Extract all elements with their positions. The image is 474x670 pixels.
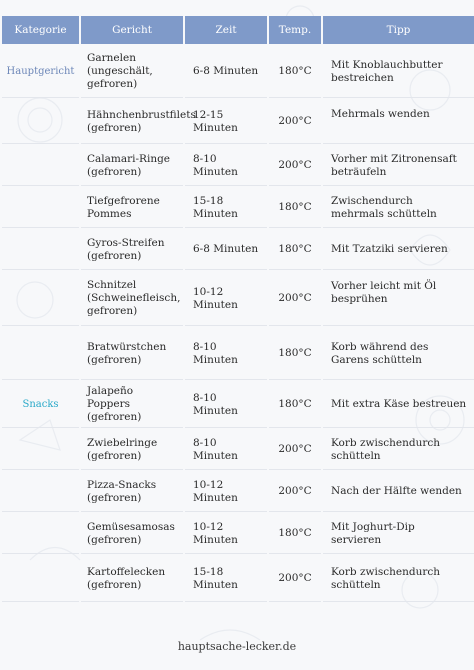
table-row [2, 100, 474, 144]
cell-temp: 200°C [269, 146, 321, 186]
cell-zeit: 10-12 Minuten [185, 514, 267, 554]
table-row [2, 188, 474, 228]
cell-kategorie [2, 556, 79, 602]
cell-zeit: 8-10 Minuten [185, 382, 267, 428]
cell-gericht: Bratwürstchen (gefroren) [81, 328, 183, 380]
table-row [2, 46, 474, 98]
cell-temp: 200°C [269, 430, 321, 470]
cell-tipp: Korb während des Garens schütteln [323, 328, 474, 380]
cooking-times-table [0, 14, 474, 604]
category-label-hauptgericht: Hauptgericht [6, 66, 75, 77]
table-row [2, 328, 474, 380]
header-gericht: Gericht [81, 16, 183, 44]
cell-temp: 200°C [269, 472, 321, 512]
cell-zeit: 6-8 Minuten [185, 46, 267, 98]
table-header-row [2, 16, 474, 44]
cell-zeit: 10-12 Minuten [185, 472, 267, 512]
cell-tipp: Korb zwischendurch schütteln [323, 556, 474, 602]
cell-kategorie [2, 100, 79, 144]
cell-zeit: 8-10 Minuten [185, 146, 267, 186]
cell-temp: 180°C [269, 514, 321, 554]
cell-temp: 180°C [269, 382, 321, 428]
cell-temp: 180°C [269, 328, 321, 380]
cell-temp: 180°C [269, 230, 321, 270]
header-temp: Temp. [269, 16, 321, 44]
cell-zeit: 15-18 Minuten [185, 188, 267, 228]
cell-tipp: Vorher mit Zitronensaft beträufeln [323, 146, 474, 186]
cell-temp: 200°C [269, 100, 321, 144]
table-row [2, 430, 474, 470]
cell-temp: 200°C [269, 272, 321, 326]
cell-tipp: Vorher leicht mit Öl besprühen [323, 272, 474, 326]
cell-kategorie [2, 46, 79, 98]
header-tipp: Tipp [323, 16, 474, 44]
cell-gericht: Tiefgefrorene Pommes [81, 188, 183, 228]
cell-zeit: 10-12 Minuten [185, 272, 267, 326]
cell-temp: 200°C [269, 556, 321, 602]
cell-gericht: Gemüsesamosas (gefroren) [81, 514, 183, 554]
cell-gericht: Pizza-Snacks (gefroren) [81, 472, 183, 512]
footer-site-name: hauptsache-lecker.de [177, 640, 297, 653]
cell-tipp: Zwischendurch mehrmals schütteln [323, 188, 474, 228]
cell-kategorie [2, 430, 79, 470]
table-row [2, 556, 474, 602]
cell-kategorie [2, 230, 79, 270]
cell-gericht: Zwiebelringe (gefroren) [81, 430, 183, 470]
header-kategorie: Kategorie [2, 16, 79, 44]
header-zeit: Zeit [185, 16, 267, 44]
cell-kategorie [2, 146, 79, 186]
table-row [2, 514, 474, 554]
cell-gericht: Schnitzel (Schweinefleisch, gefroren) [81, 272, 183, 326]
cell-temp: 180°C [269, 188, 321, 228]
table-row [2, 472, 474, 512]
cell-kategorie [2, 272, 79, 326]
cell-zeit: 6-8 Minuten [185, 230, 267, 270]
cell-kategorie [2, 382, 79, 428]
cell-gericht: Gyros-Streifen (gefroren) [81, 230, 183, 270]
cell-gericht: Hähnchenbrustfilets (gefroren) [81, 100, 183, 144]
cell-tipp: Mehrmals wenden [323, 100, 474, 144]
table-row [2, 272, 474, 326]
cell-kategorie [2, 472, 79, 512]
category-label-snacks: Snacks [22, 399, 59, 410]
cell-gericht: Garnelen (ungeschält, gefroren) [81, 46, 183, 98]
cell-tipp: Nach der Hälfte wenden [323, 472, 474, 512]
cell-kategorie [2, 188, 79, 228]
cell-tipp: Mit Knoblauchbutter bestreichen [323, 46, 474, 98]
cell-tipp: Mit extra Käse bestreuen [323, 382, 474, 428]
cell-gericht: Calamari-Ringe (gefroren) [81, 146, 183, 186]
table-row [2, 382, 474, 428]
cell-zeit: 8-10 Minuten [185, 430, 267, 470]
cell-tipp: Mit Tzatziki servieren [323, 230, 474, 270]
cell-zeit: 15-18 Minuten [185, 556, 267, 602]
table-row [2, 230, 474, 270]
cell-temp: 180°C [269, 46, 321, 98]
cell-tipp: Korb zwischendurch schütteln [323, 430, 474, 470]
cell-kategorie [2, 514, 79, 554]
table-row [2, 146, 474, 186]
cell-tipp: Mit Joghurt-Dip servieren [323, 514, 474, 554]
cell-zeit: 12-15 Minuten [185, 100, 267, 144]
cell-gericht: Kartoffelecken (gefroren) [81, 556, 183, 602]
cell-kategorie [2, 328, 79, 380]
cell-zeit: 8-10 Minuten [185, 328, 267, 380]
cell-gericht: Jalapeño Poppers (gefroren) [81, 382, 183, 428]
